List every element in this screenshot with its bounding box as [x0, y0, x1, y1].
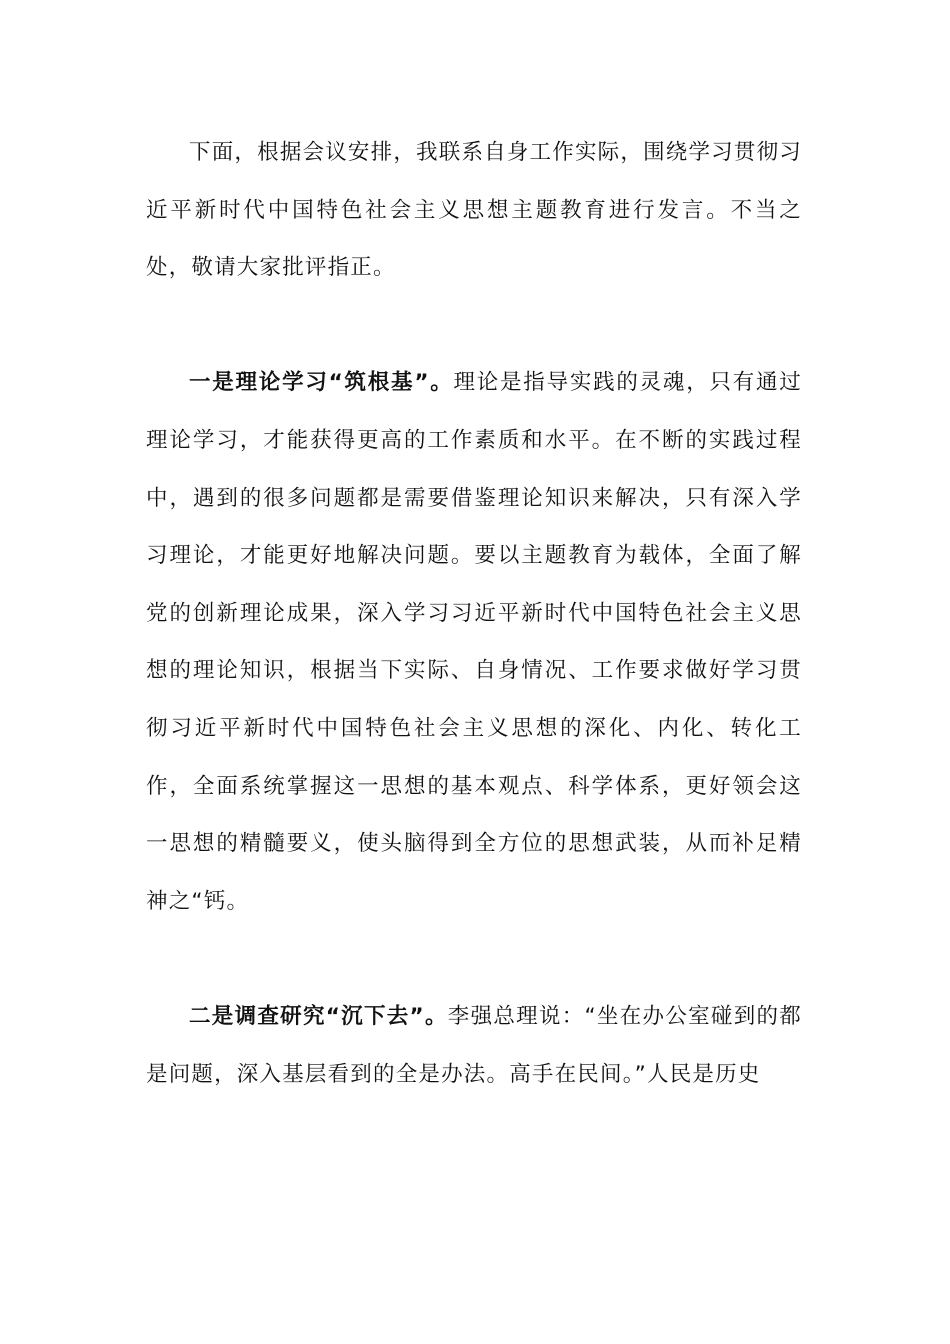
paragraph-investigation-lead: 二是调查研究“沉下去”。	[189, 1003, 448, 1029]
paragraph-theory-study-text: 理论是指导实践的灵魂，只有通过理论学习，才能获得更高的工作素质和水平。在不断的实践过程中，遇到的很多问题都是需要借鉴理论知识来解决，只有深入学习理论，才能更好地解决问题。要以主题教育为载体，全面了解党的创新理论成果，深入学习习近平新时代中国特色社会主义思想的理论知识，根据当下实际、自身情况、工作要求做好学习贯彻习近平新时代中国特色社会主义思想的深化、内化、转化工作，全面系统掌握这一思想的基本观点、科学体系，更好领会这一思想的精髓要义，使头脑得到全方位的思想武装，从而补足精神之“钙。	[146, 370, 802, 914]
paragraph-intro	[146, 124, 802, 297]
document-body	[146, 124, 802, 1103]
paragraph-intro-text: 下面，根据会议安排，我联系自身工作实际，围绕学习贯彻习近平新时代中国特色社会主义思想主题教育进行发言。不当之处，敬请大家批评指正。	[146, 140, 802, 281]
paragraph-theory-study	[146, 354, 802, 930]
paragraph-investigation-text: 李强总理说：“坐在办公室碰到的都是问题，深入基层看到的全是办法。高手在民间。”人民是历史	[146, 1003, 803, 1087]
paragraph-theory-study-lead: 一是理论学习“筑根基”。	[189, 370, 454, 396]
paragraph-investigation	[146, 988, 802, 1103]
